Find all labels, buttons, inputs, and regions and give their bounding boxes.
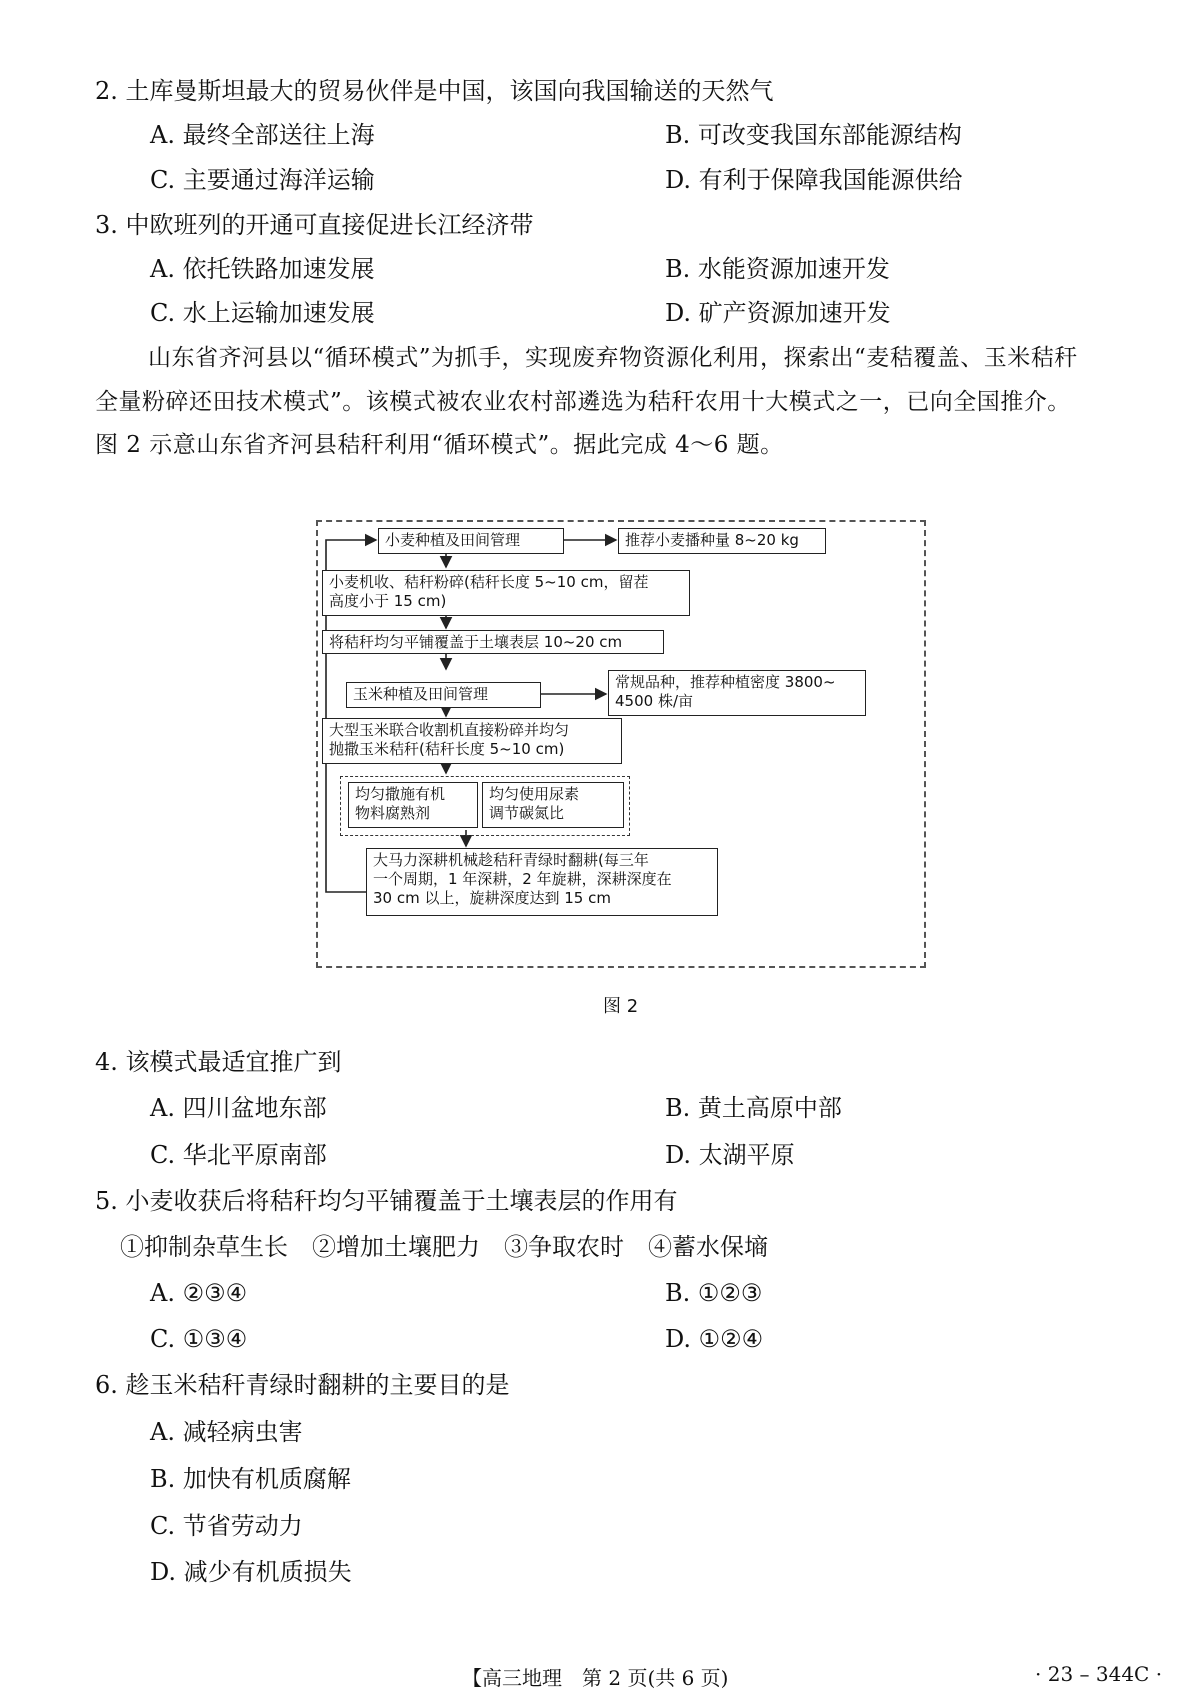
q6-option-d: D. 减少有机质损失: [150, 1558, 352, 1586]
intro-line-3: 图 2 示意山东省齐河县秸秆利用“循环模式”。据此完成 4～6 题。: [95, 432, 784, 458]
box-wheat-harvest: [322, 570, 690, 616]
q5-option-d: D. ①②④: [665, 1325, 764, 1353]
q5-items: ①抑制杂草生长 ②增加土壤肥力 ③争取农时 ④蓄水保墒: [120, 1233, 768, 1261]
q3-option-a: A. 依托铁路加速发展: [150, 255, 375, 283]
combine-line-2: 抛撒玉米秸秆(秸秆长度 5~10 cm): [329, 740, 565, 758]
plow-line-3: 30 cm 以上，旋耕深度达到 15 cm: [373, 889, 611, 907]
q3-option-d: D. 矿产资源加速开发: [665, 299, 891, 327]
q4-option-c: C. 华北平原南部: [150, 1141, 327, 1169]
box-corn-combine: [322, 718, 622, 764]
q4-stem: 4. 该模式最适宜推广到: [95, 1048, 342, 1076]
q2-option-c: C. 主要通过海洋运输: [150, 166, 375, 194]
box-organic-agent: [348, 782, 478, 828]
q6-stem: 6. 趁玉米秸秆青绿时翻耕的主要目的是: [95, 1371, 510, 1399]
q3-stem: 3. 中欧班列的开通可直接促进长江经济带: [95, 211, 534, 239]
figure-caption: 图 2: [603, 996, 639, 1017]
urea-line-2: 调节碳氮比: [489, 804, 565, 822]
q2-option-d: D. 有利于保障我国能源供给: [665, 166, 963, 194]
plow-line-1: 大马力深耕机械趁秸秆青绿时翻耕(每三年: [373, 851, 649, 869]
harvest-line-1: 小麦机收、秸秆粉碎(秸秆长度 5~10 cm，留茬: [329, 573, 649, 591]
q5-option-b: B. ①②③: [665, 1279, 763, 1307]
box-straw-cover: [322, 630, 664, 654]
intro-line-2: 全量粉碎还田技术模式”。该模式被农业农村部遴选为秸秆农用十大模式之一，已向全国推介。: [95, 389, 1071, 415]
organic-line-1: 均匀撒施有机: [355, 785, 446, 803]
straw-cover-text: 将秸秆均匀平铺覆盖于土壤表层 10~20 cm: [329, 633, 623, 651]
q3-option-b: B. 水能资源加速开发: [665, 255, 890, 283]
q4-option-b: B. 黄土高原中部: [665, 1094, 842, 1122]
page-footer-code: · 23 – 344C ·: [1035, 1662, 1163, 1686]
plow-line-2: 一个周期，1 年深耕，2 年旋耕，深耕深度在: [373, 870, 672, 888]
corn-planting-text: 玉米种植及田间管理: [353, 685, 489, 703]
q5-option-a: A. ②③④: [150, 1279, 248, 1307]
box-wheat-seed-rate: [618, 528, 826, 554]
q4-option-a: A. 四川盆地东部: [150, 1094, 327, 1122]
q4-option-d: D. 太湖平原: [665, 1141, 795, 1169]
q2-option-a: A. 最终全部送往上海: [150, 121, 375, 149]
intro-line-1: 山东省齐河县以“循环模式”为抓手，实现废弃物资源化利用，探索出“麦秸覆盖、玉米秸秆: [148, 345, 1078, 371]
box-wheat-planting: [378, 528, 564, 554]
box-deep-plowing: [366, 848, 718, 916]
q5-option-c: C. ①③④: [150, 1325, 248, 1353]
organic-line-2: 物料腐熟剂: [355, 804, 431, 822]
figure-2-flowchart: [316, 520, 928, 970]
wheat-seed-rate-text: 推荐小麦播种量 8~20 kg: [625, 531, 799, 549]
box-urea: [482, 782, 624, 828]
q6-option-a: A. 减轻病虫害: [150, 1418, 303, 1446]
corn-density-line-2: 4500 株/亩: [615, 692, 693, 710]
q3-option-c: C. 水上运输加速发展: [150, 299, 375, 327]
q2-stem: 2. 土库曼斯坦最大的贸易伙伴是中国，该国向我国输送的天然气: [95, 77, 774, 105]
q6-option-b: B. 加快有机质腐解: [150, 1465, 351, 1493]
harvest-line-2: 高度小于 15 cm): [329, 592, 447, 610]
combine-line-1: 大型玉米联合收割机直接粉碎并均匀: [329, 721, 570, 739]
q5-stem: 5. 小麦收获后将秸秆均匀平铺覆盖于土壤表层的作用有: [95, 1187, 678, 1215]
q6-option-c: C. 节省劳动力: [150, 1512, 303, 1540]
page-footer-title: 【高三地理 第 2 页(共 6 页): [462, 1666, 729, 1690]
box-corn-planting: [346, 682, 541, 708]
urea-line-1: 均匀使用尿素: [489, 785, 580, 803]
wheat-planting-text: 小麦种植及田间管理: [385, 531, 521, 549]
box-corn-density: [608, 670, 866, 716]
q2-option-b: B. 可改变我国东部能源结构: [665, 121, 962, 149]
corn-density-line-1: 常规品种，推荐种植密度 3800~: [615, 673, 836, 691]
